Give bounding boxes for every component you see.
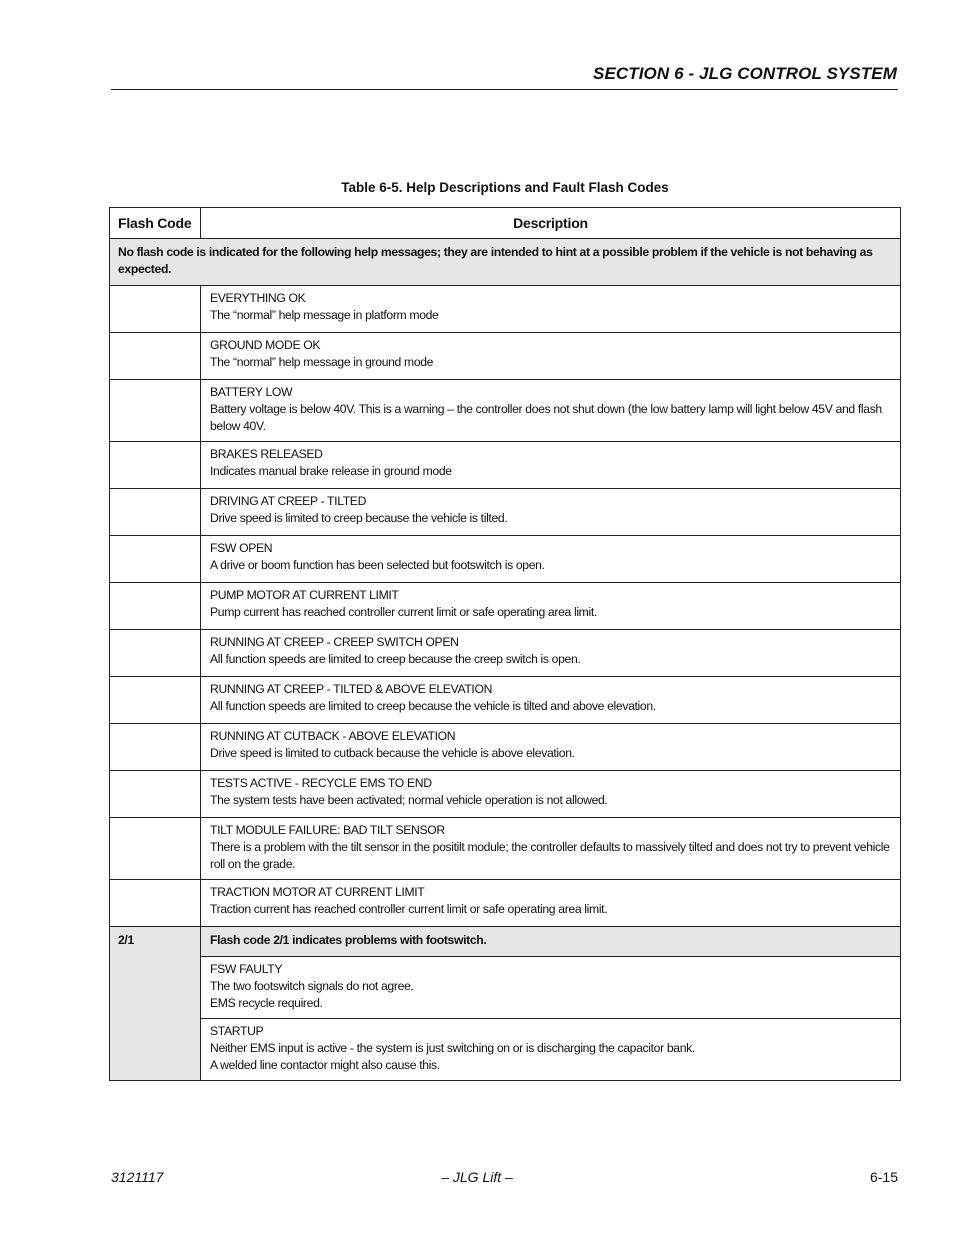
message-title: TILT MODULE FAILURE: BAD TILT SENSOR (210, 823, 445, 837)
flash-code-cell (110, 583, 201, 630)
group-heading: Flash code 2/1 indicates problems with footswitch. (201, 927, 901, 957)
message-title: FSW FAULTY (210, 962, 283, 976)
message-text: Drive speed is limited to cutback because the vehicle is above elevation. (210, 746, 575, 760)
table-row (110, 724, 901, 771)
message-text: The “normal” help message in platform mode (210, 308, 439, 322)
flash-code-2-1: 2/1 (110, 927, 201, 1081)
page-number: 6-15 (869, 1169, 898, 1185)
flash-code-cell (110, 380, 201, 442)
flash-code-cell (110, 677, 201, 724)
description-cell (201, 583, 901, 630)
table-caption: Table 6-5. Help Descriptions and Fault Flash Codes (341, 180, 669, 195)
table-row (110, 957, 901, 1019)
description-cell (201, 724, 901, 771)
message-text: Pump current has reached controller current limit or safe operating area limit. (210, 605, 597, 619)
flash-code-cell (110, 536, 201, 583)
message-title: BATTERY LOW (210, 385, 293, 399)
table-row (110, 677, 901, 724)
flash-code-cell (110, 630, 201, 677)
message-title: RUNNING AT CREEP - CREEP SWITCH OPEN (210, 635, 459, 649)
message-title: DRIVING AT CREEP - TILTED (210, 494, 367, 508)
flash-code-cell (110, 724, 201, 771)
document-number: 3121117 (111, 1169, 164, 1185)
table-row (110, 536, 901, 583)
message-title: PUMP MOTOR AT CURRENT LIMIT (210, 588, 399, 602)
flash-code-cell (110, 333, 201, 380)
header-divider (111, 89, 898, 90)
message-text: All function speeds are limited to creep because the creep switch is open. (210, 652, 581, 666)
flash-code-cell (110, 489, 201, 536)
flash-code-cell (110, 771, 201, 818)
table-row (110, 630, 901, 677)
message-text: There is a problem with the tilt sensor in the positilt module; the controller defaults to massively tilted and does not try to prevent vehicle roll on the grade. (210, 840, 890, 871)
flash-code-cell (110, 442, 201, 489)
table-row (110, 818, 901, 880)
no-flash-code-note: No flash code is indicated for the following help messages; they are intended to hint at a possible problem if the vehicle is not behaving as expected. (110, 239, 901, 286)
table-row (110, 583, 901, 630)
table-row (110, 880, 901, 927)
message-text: The system tests have been activated; normal vehicle operation is not allowed. (210, 793, 608, 807)
column-header-description: Description (201, 208, 901, 239)
description-cell (201, 536, 901, 583)
publisher-name: – JLG Lift – (441, 1169, 513, 1185)
table-row (110, 1019, 901, 1081)
description-cell (201, 630, 901, 677)
description-cell (201, 880, 901, 927)
flash-code-cell (110, 818, 201, 880)
message-title: TESTS ACTIVE - RECYCLE EMS TO END (210, 776, 432, 790)
message-text: A drive or boom function has been selected but footswitch is open. (210, 558, 545, 572)
description-cell (201, 1019, 901, 1081)
message-text: Neither EMS input is active - the system is just switching on or is discharging the capacitor bank. (210, 1041, 695, 1055)
message-title: RUNNING AT CUTBACK - ABOVE ELEVATION (210, 729, 456, 743)
description-cell (201, 333, 901, 380)
description-cell (201, 957, 901, 1019)
message-text: The two footswitch signals do not agree. (210, 979, 414, 993)
section-title: SECTION 6 - JLG CONTROL SYSTEM (593, 64, 897, 83)
note-row (110, 239, 901, 286)
description-cell (201, 442, 901, 489)
description-cell (201, 489, 901, 536)
message-text: Drive speed is limited to creep because the vehicle is tilted. (210, 511, 508, 525)
message-text: The “normal” help message in ground mode (210, 355, 434, 369)
description-cell (201, 771, 901, 818)
table-row (110, 333, 901, 380)
message-title: FSW OPEN (210, 541, 273, 555)
flash-code-table (109, 207, 901, 1081)
description-cell (201, 677, 901, 724)
message-title: RUNNING AT CREEP - TILTED & ABOVE ELEVATION (210, 682, 493, 696)
message-title: BRAKES RELEASED (210, 447, 323, 461)
table-row (110, 442, 901, 489)
message-text: A welded line contactor might also cause this. (210, 1058, 440, 1072)
table-row (110, 489, 901, 536)
message-title: GROUND MODE OK (210, 338, 321, 352)
message-text: Traction current has reached controller current limit or safe operating area limit. (210, 902, 608, 916)
message-text: Battery voltage is below 40V. This is a warning – the controller does not shut down (the low battery lamp will light below 45V and flash below 40V. (210, 402, 882, 433)
message-title: EVERYTHING OK (210, 291, 306, 305)
description-cell (201, 380, 901, 442)
message-text: EMS recycle required. (210, 996, 323, 1010)
table-header-row (110, 208, 901, 239)
flash-code-cell (110, 286, 201, 333)
column-header-flash-code: Flash Code (110, 208, 201, 239)
description-cell (201, 286, 901, 333)
table-row (110, 380, 901, 442)
group-heading-row (110, 927, 901, 957)
message-text: All function speeds are limited to creep because the vehicle is tilted and above elevation. (210, 699, 656, 713)
table-row (110, 286, 901, 333)
flash-code-cell (110, 880, 201, 927)
table-row (110, 771, 901, 818)
message-title: STARTUP (210, 1024, 264, 1038)
description-cell (201, 818, 901, 880)
message-text: Indicates manual brake release in ground mode (210, 464, 452, 478)
message-title: TRACTION MOTOR AT CURRENT LIMIT (210, 885, 425, 899)
